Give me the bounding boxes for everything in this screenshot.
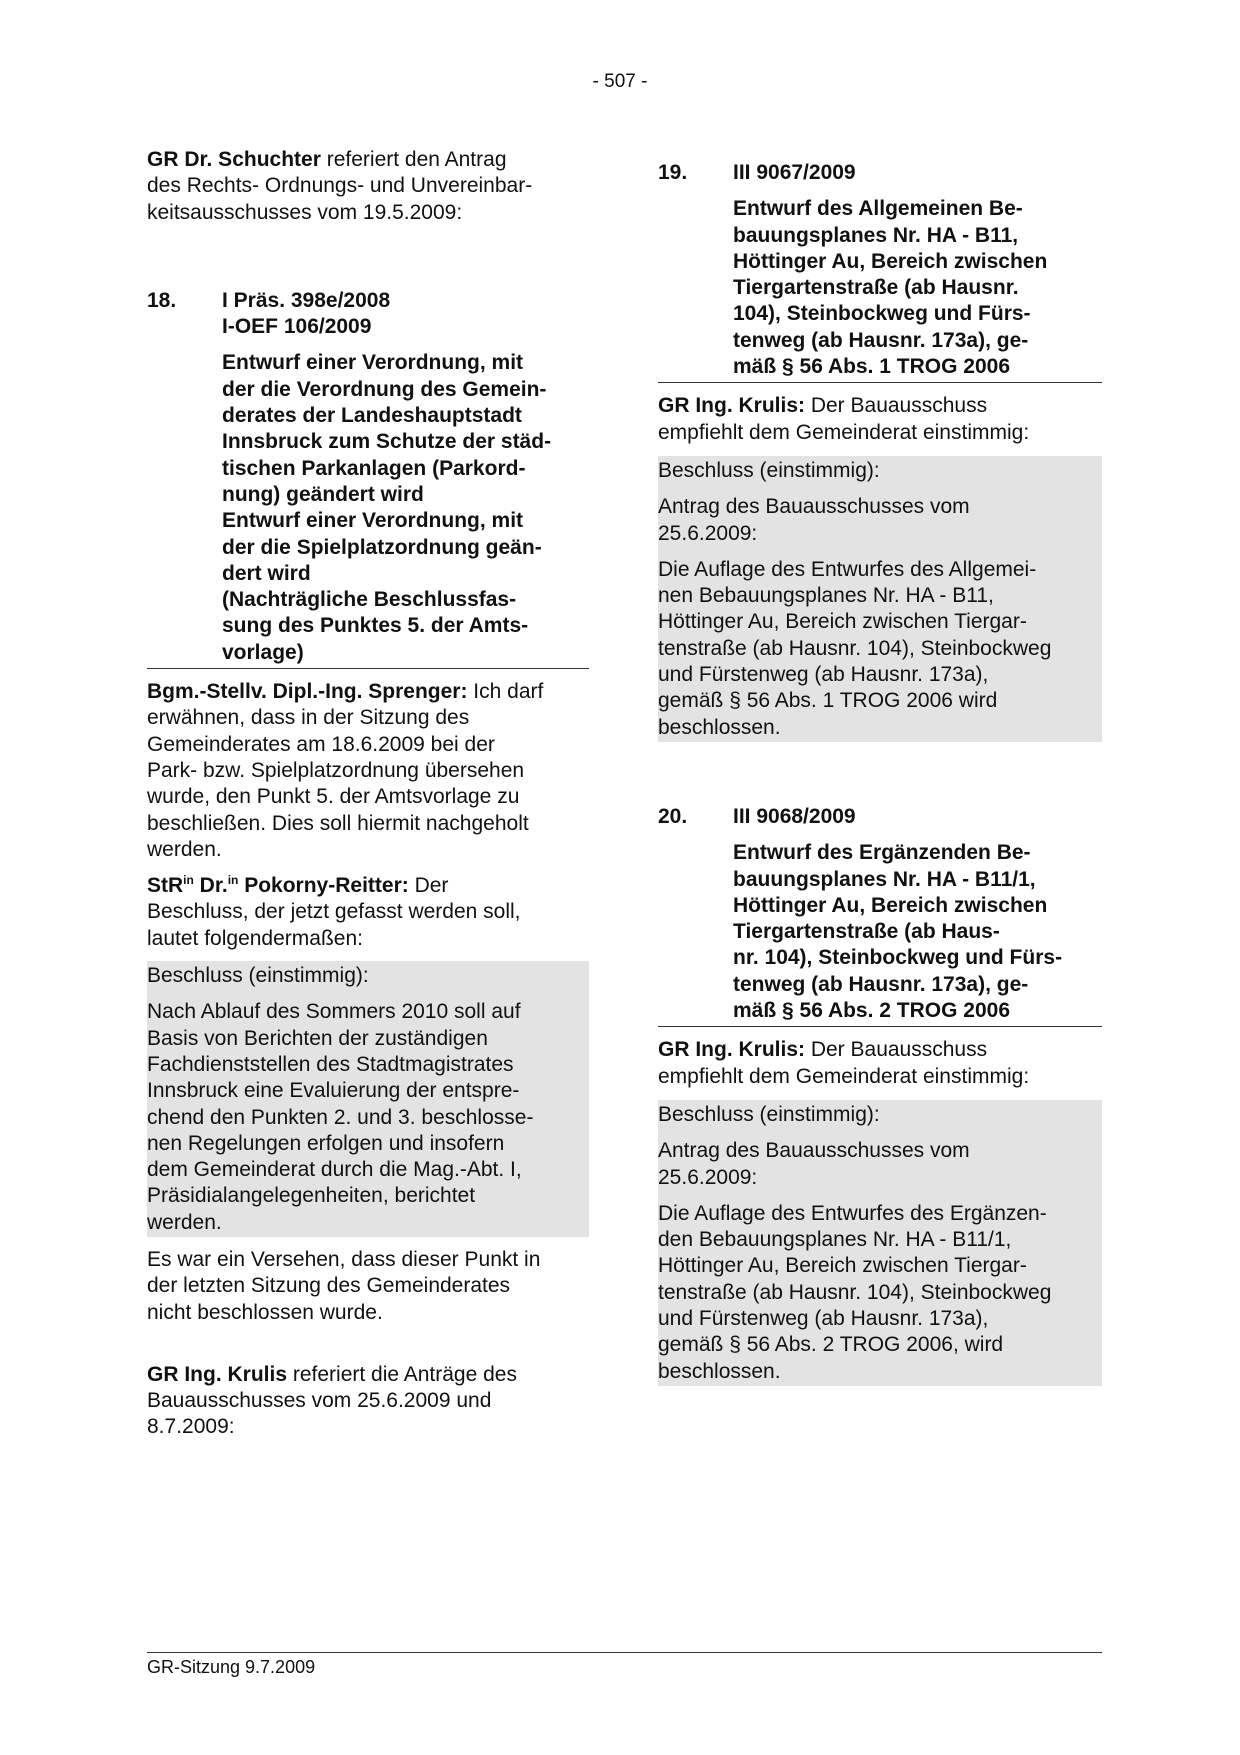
resolution-box (658, 1100, 1102, 1386)
text-line: beschlossen. (658, 715, 781, 739)
item-number: 19. (658, 161, 688, 184)
title-line: bauungsplanes Nr. HA - B11, (733, 223, 1019, 247)
statement-sprenger (147, 679, 589, 863)
text-line: Innsbruck eine Evaluierung der entspre- (147, 1079, 520, 1103)
item-header (658, 804, 1102, 1024)
resolution-label: Beschluss (einstimmig): (658, 458, 880, 482)
text-line: tenstraße (ab Hausnr. 104), Steinbockweg (658, 1280, 1052, 1304)
speaker-title: StR (147, 874, 184, 898)
text-line: der letzten Sitzung des Gemeinderates (147, 1274, 511, 1298)
section-divider (658, 382, 1102, 383)
item-references (222, 288, 589, 666)
title-line: der die Verordnung des Gemein- (222, 377, 547, 401)
agenda-item-20 (658, 804, 1102, 1386)
title-line: Tiergartenstraße (ab Hausnr. (733, 276, 1019, 300)
title-line: Höttinger Au, Bereich zwischen (733, 893, 1048, 917)
superscript: in (227, 873, 239, 888)
text-line: dem Gemeinderat durch die Mag.-Abt. I, (147, 1158, 522, 1182)
text-line: gemäß § 56 Abs. 2 TROG 2006, wird (658, 1333, 1004, 1357)
item-header (658, 160, 1102, 380)
title-line: tenweg (ab Hausnr. 173a), ge- (733, 972, 1029, 996)
speaker-name: GR Dr. Schuchter (147, 148, 321, 171)
title-line: nr. 104), Steinbockweg und Fürs- (733, 946, 1063, 970)
statement-krulis (658, 393, 1102, 446)
title-line: Innsbruck zum Schutze der städ- (222, 430, 552, 454)
text-line: nen Bebauungsplanes Nr. HA - B11, (658, 584, 994, 608)
text-line: Der Bauausschuss (805, 1038, 988, 1062)
resolution-label: Beschluss (einstimmig): (147, 964, 369, 988)
text-line: und Fürstenweg (ab Hausnr. 173a), (658, 1306, 989, 1330)
text-line: den Bebauungsplanes Nr. HA - B11/1, (658, 1228, 1012, 1252)
resolution-box (658, 456, 1102, 742)
text-line: chend den Punkten 2. und 3. beschlosse- (147, 1105, 534, 1129)
title-line: Entwurf einer Verordnung, mit (222, 351, 524, 375)
item-number: 20. (658, 804, 688, 828)
text-line: referiert die Anträge des (287, 1362, 517, 1386)
motion-text (658, 494, 1102, 547)
title-line: Entwurf des Allgemeinen Be- (733, 197, 1023, 221)
text-line: werden. (147, 1210, 222, 1234)
right-column (658, 160, 1102, 1386)
text-line: nicht beschlossen wurde. (147, 1300, 383, 1324)
resolution-label: Beschluss (einstimmig): (658, 1102, 880, 1126)
text-line: Ich darf (467, 680, 544, 704)
text-line: 25.6.2009: (658, 1165, 758, 1189)
intro-krulis (147, 1362, 589, 1441)
text-line: Die Auflage des Entwurfes des Ergänzen- (658, 1201, 1047, 1225)
title-line: mäß § 56 Abs. 1 TROG 2006 (733, 355, 1011, 379)
text-line: referiert den Antrag (320, 148, 507, 171)
footer-divider (147, 1652, 1102, 1653)
title-line: mäß § 56 Abs. 2 TROG 2006 (733, 999, 1011, 1023)
text-line: Beschluss, der jetzt gefasst werden soll, (147, 900, 521, 924)
text-line: Antrag des Bauausschusses vom (658, 495, 970, 519)
resolution-text (147, 999, 589, 1237)
agenda-item-19 (658, 160, 1102, 742)
text-line: und Fürstenweg (ab Hausnr. 173a), (658, 663, 989, 687)
text-line: Höttinger Au, Bereich zwischen Tiergar- (658, 1254, 1027, 1278)
title-line: 104), Steinbockweg und Fürs- (733, 302, 1031, 326)
motion-text (658, 1138, 1102, 1191)
title-line: Höttinger Au, Bereich zwischen (733, 249, 1048, 273)
page-number: - 507 - (592, 71, 648, 92)
text-line: 25.6.2009: (658, 521, 758, 545)
text-line: Gemeinderates am 18.6.2009 bei der (147, 732, 495, 756)
text-line: wurde, den Punkt 5. der Amtsvorlage zu (147, 785, 520, 809)
title-line: Entwurf des Ergänzenden Be- (733, 841, 1031, 865)
title-line: der die Spielplatzordnung geän- (222, 535, 542, 559)
footer-session-label: GR-Sitzung 9.7.2009 (147, 1657, 316, 1677)
title-line: (Nachträgliche Beschlussfas- (222, 588, 517, 612)
reference-number: III 9067/2009 (733, 161, 856, 184)
left-column (147, 147, 589, 1441)
text-line: des Rechts- Ordnungs- und Unvereinbar- (147, 174, 533, 198)
text-line: Nach Ablauf des Sommers 2010 soll auf (147, 1000, 521, 1024)
title-line: dert wird (222, 561, 311, 585)
item-title (733, 840, 1102, 1024)
text-line: 8.7.2009: (147, 1415, 235, 1439)
text-line: Bauausschusses vom 25.6.2009 und (147, 1389, 492, 1413)
intro-schuchter (147, 147, 589, 226)
speaker-name: GR Ing. Krulis: (658, 1038, 805, 1062)
text-line: Antrag des Bauausschusses vom (658, 1139, 970, 1163)
title-line: Tiergartenstraße (ab Haus- (733, 920, 1000, 944)
agenda-item-18 (147, 288, 589, 669)
speaker-surname: Pokorny-Reitter: (238, 874, 409, 898)
statement-krulis (658, 1037, 1102, 1090)
title-line: bauungsplanes Nr. HA - B11/1, (733, 867, 1036, 891)
text-line: nen Regelungen erfolgen und insofern (147, 1131, 505, 1155)
text-line: beschlossen. (658, 1359, 781, 1383)
title-line: Entwurf einer Verordnung, mit (222, 509, 524, 533)
speaker-name: GR Ing. Krulis: (658, 394, 805, 418)
error-note (147, 1247, 589, 1326)
text-line: tenstraße (ab Hausnr. 104), Steinbockweg (658, 636, 1052, 660)
reference-number: III 9068/2009 (733, 804, 856, 828)
title-line: tenweg (ab Hausnr. 173a), ge- (733, 328, 1029, 352)
section-divider (147, 668, 589, 669)
item-references (733, 804, 1102, 1024)
reference-number: I-OEF 106/2009 (222, 315, 372, 339)
title-line: vorlage) (222, 640, 304, 664)
text-line: werden. (147, 837, 222, 861)
item-title (222, 350, 589, 666)
reference-number: I Präs. 398e/2008 (222, 288, 391, 312)
text-line: Der (408, 874, 449, 898)
text-line: erwähnen, dass in der Sitzung des (147, 706, 470, 730)
section-divider (658, 1026, 1102, 1027)
text-line: Fachdienststellen des Stadtmagistrates (147, 1052, 514, 1076)
text-line: gemäß § 56 Abs. 1 TROG 2006 wird (658, 689, 998, 713)
title-line: sung des Punktes 5. der Amts- (222, 614, 529, 638)
item-header (147, 288, 589, 666)
superscript: in (183, 873, 194, 888)
item-number: 18. (147, 288, 177, 312)
resolution-box (147, 961, 589, 1237)
speaker-name: GR Ing. Krulis (147, 1362, 288, 1386)
resolution-text (658, 557, 1102, 742)
text-line: empfiehlt dem Gemeinderat einstimmig: (658, 1064, 1030, 1088)
title-line: derates der Landeshauptstadt (222, 404, 522, 428)
resolution-text (658, 1201, 1102, 1386)
text-line: Die Auflage des Entwurfes des Allgemei- (658, 557, 1037, 581)
text-line: empfiehlt dem Gemeinderat einstimmig: (658, 420, 1030, 444)
title-line: tischen Parkanlagen (Parkord- (222, 456, 526, 480)
text-line: Der Bauausschuss (805, 394, 988, 418)
text-line: Höttinger Au, Bereich zwischen Tiergar- (658, 610, 1027, 634)
text-line: Es war ein Versehen, dass dieser Punkt in (147, 1247, 541, 1271)
title-line: nung) geändert wird (222, 482, 424, 506)
text-line: Basis von Berichten der zuständigen (147, 1026, 488, 1050)
text-line: Präsidialangelegenheiten, berichtet (147, 1184, 476, 1208)
statement-pokorny-reitter (147, 873, 589, 952)
item-title (733, 196, 1102, 380)
speaker-title: Dr. (193, 874, 228, 898)
text-line: lautet folgendermaßen: (147, 926, 363, 950)
text-line: keitsausschusses vom 19.5.2009: (147, 200, 463, 224)
text-line: beschließen. Dies soll hiermit nachgeholt (147, 811, 529, 835)
text-line: Park- bzw. Spielplatzordnung übersehen (147, 758, 525, 782)
item-references (733, 160, 1102, 380)
speaker-name: Bgm.-Stellv. Dipl.-Ing. Sprenger: (147, 680, 468, 704)
speaker-name (147, 874, 409, 897)
